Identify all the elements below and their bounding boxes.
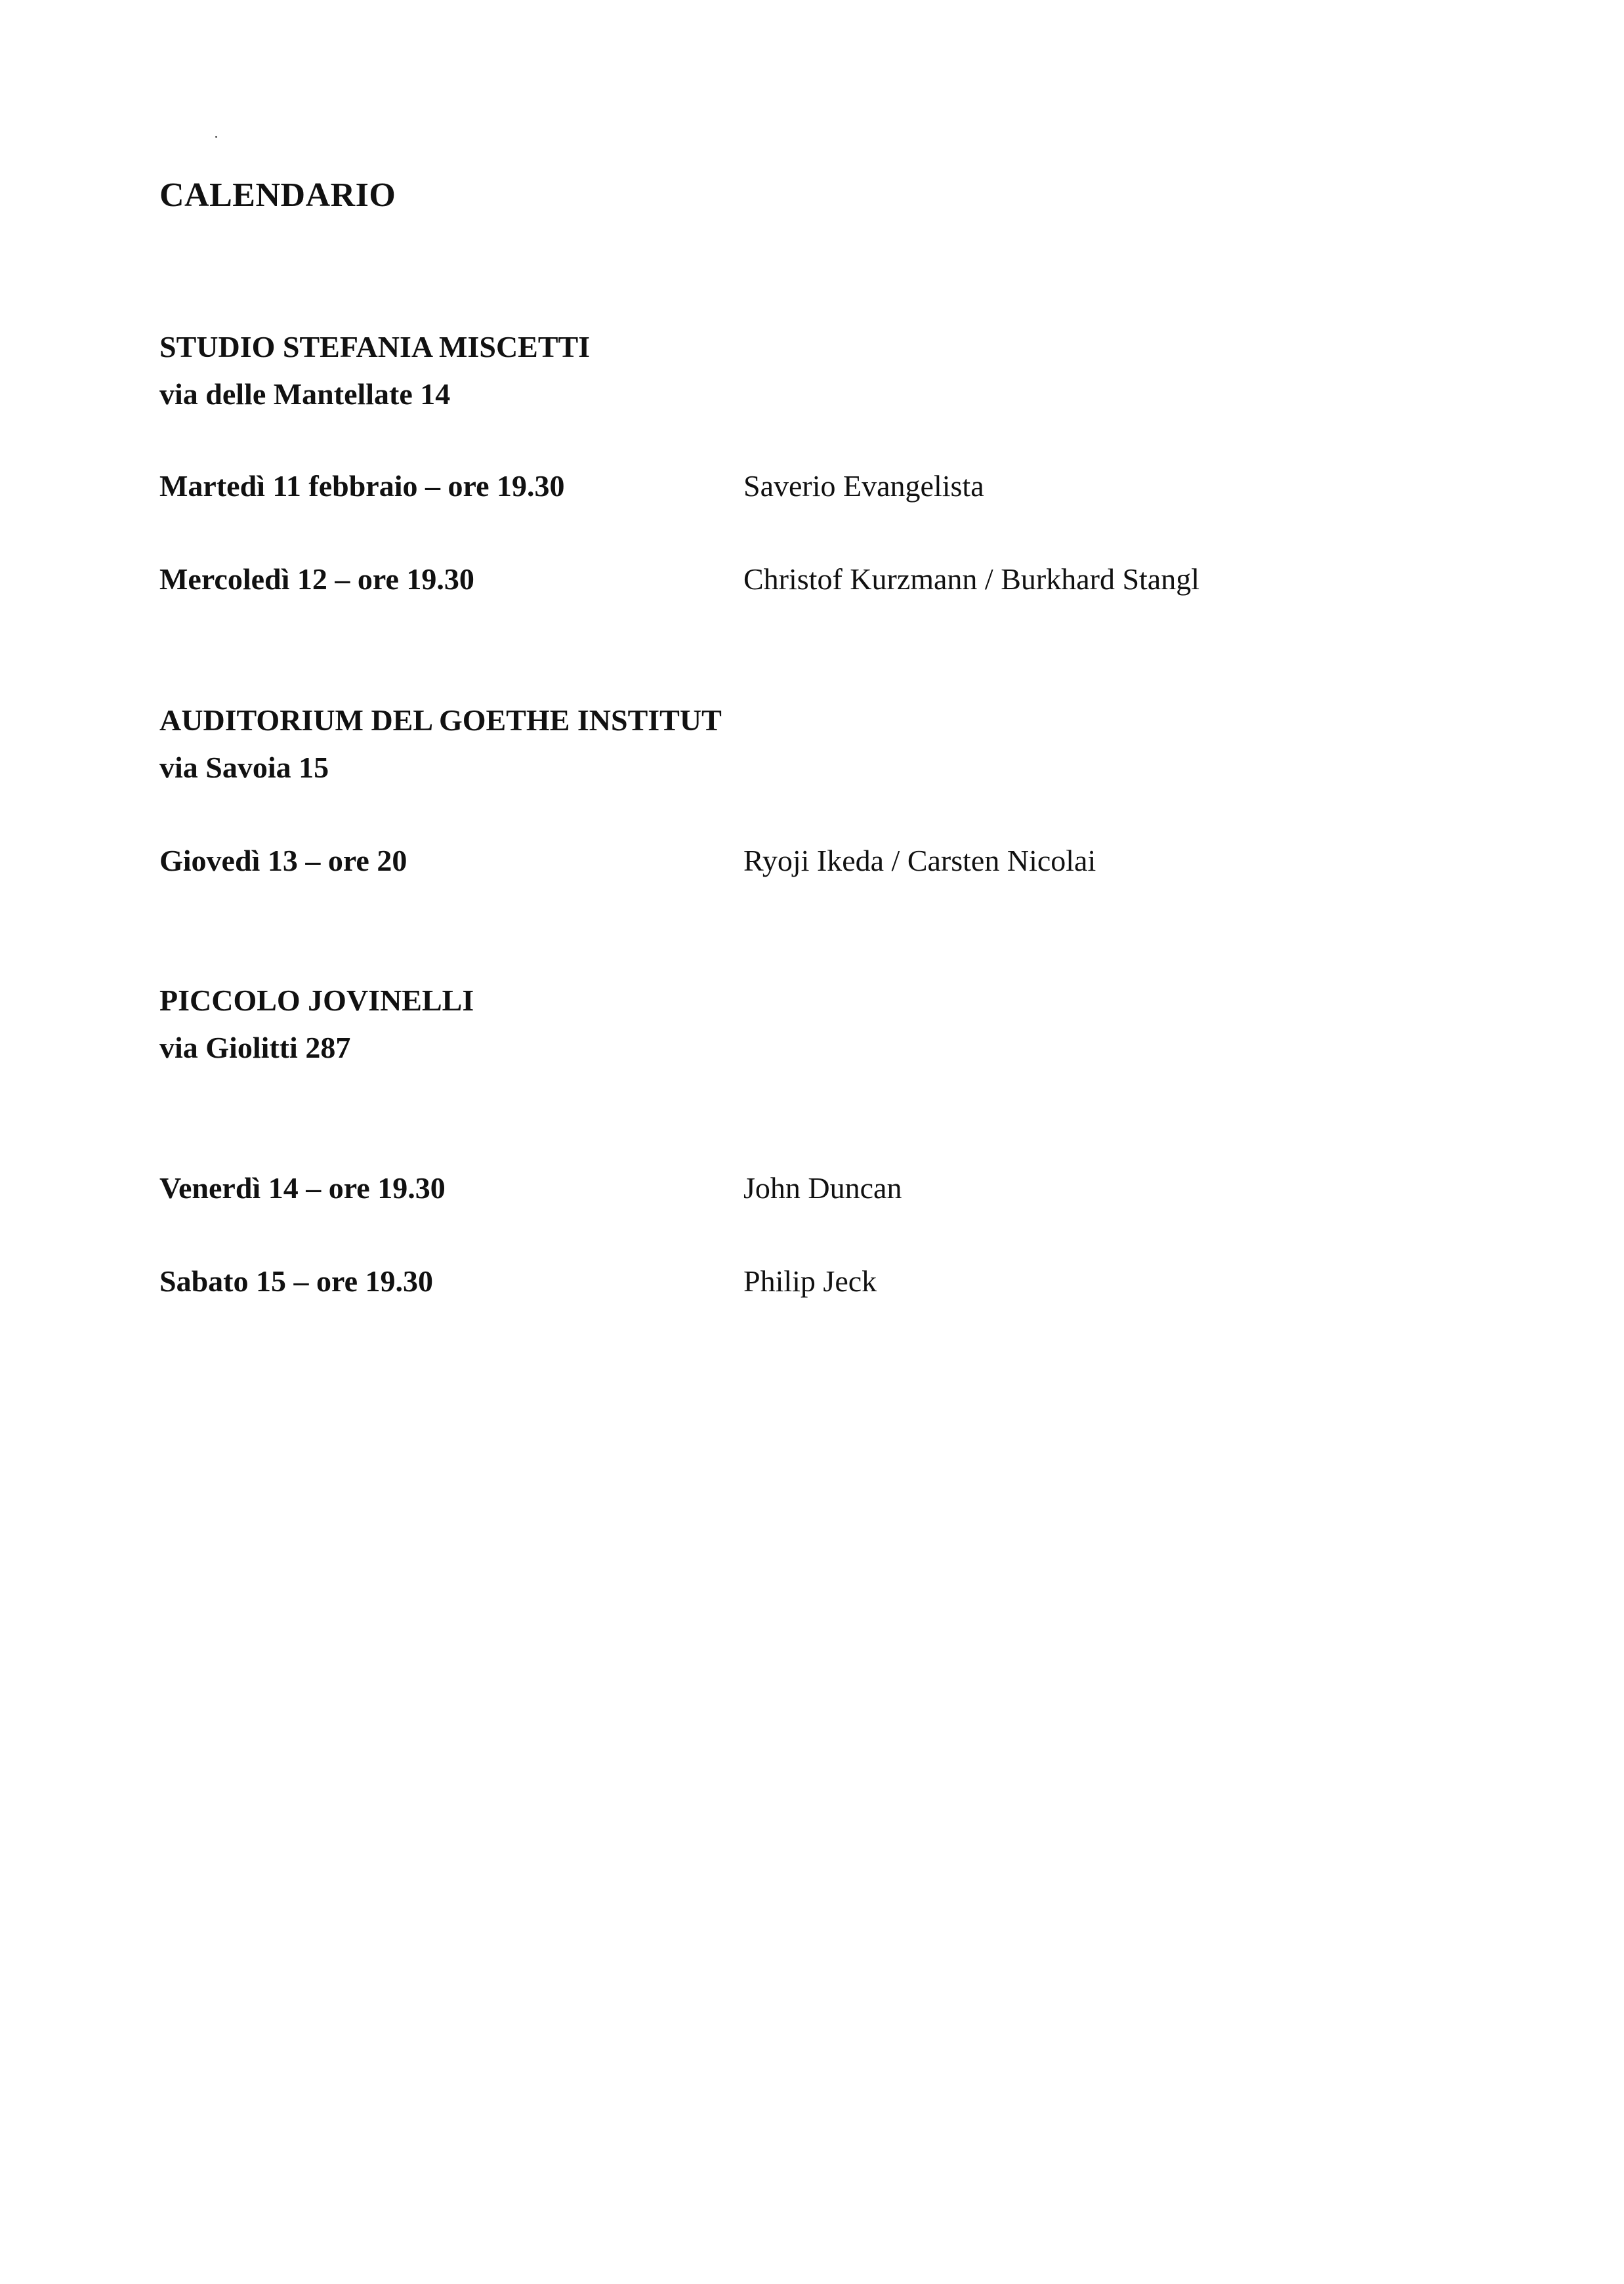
event-artist: Ryoji Ikeda / Carsten Nicolai xyxy=(743,844,1096,877)
event-date: Mercoledì 12 – ore 19.30 xyxy=(159,562,474,596)
venue-address: via Savoia 15 xyxy=(159,751,329,784)
scan-speck xyxy=(215,136,217,138)
event-date: Venerdì 14 – ore 19.30 xyxy=(159,1171,446,1205)
event-artist: Saverio Evangelista xyxy=(743,469,984,503)
event-artist: Christof Kurzmann / Burkhard Stangl xyxy=(743,562,1200,596)
venue-name: AUDITORIUM DEL GOETHE INSTITUT xyxy=(159,703,722,737)
page-title: CALENDARIO xyxy=(159,176,396,214)
venue-name: STUDIO STEFANIA MISCETTI xyxy=(159,330,591,363)
event-artist: Philip Jeck xyxy=(743,1264,877,1298)
event-artist: John Duncan xyxy=(743,1171,902,1205)
venue-name: PICCOLO JOVINELLI xyxy=(159,984,474,1017)
event-date: Martedì 11 febbraio – ore 19.30 xyxy=(159,469,565,503)
event-date: Sabato 15 – ore 19.30 xyxy=(159,1264,433,1298)
venue-address: via delle Mantellate 14 xyxy=(159,377,451,411)
venue-address: via Giolitti 287 xyxy=(159,1031,351,1064)
event-date: Giovedì 13 – ore 20 xyxy=(159,844,407,877)
